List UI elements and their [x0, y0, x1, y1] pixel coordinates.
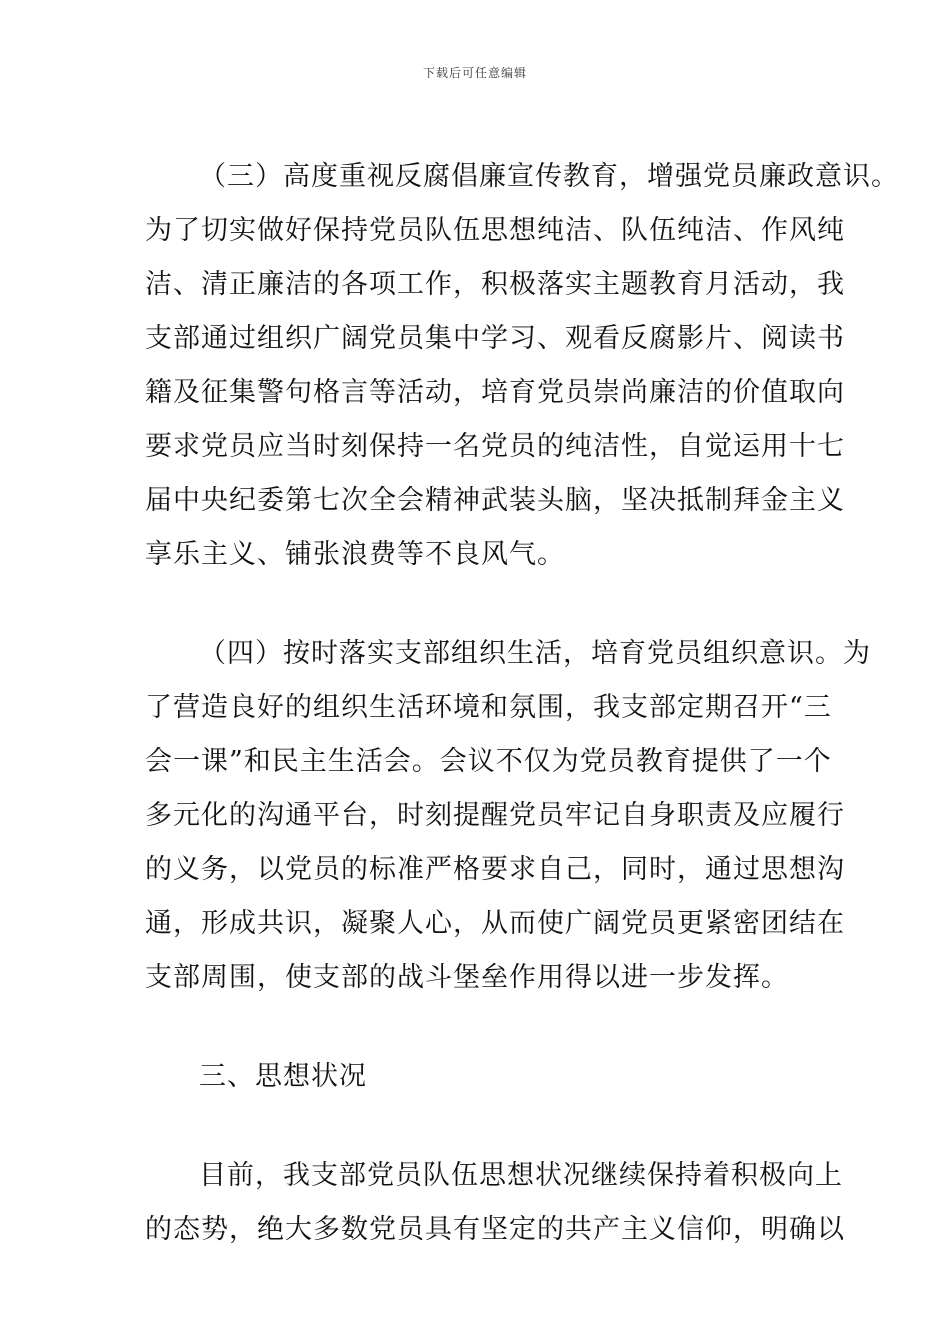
paragraph-line: 的义务，以党员的标准严格要求自己，同时，通过思想沟: [145, 854, 845, 885]
paragraph-spacer: [145, 1005, 815, 1050]
paragraph-line: （四）按时落实支部组织生活，培育党员组织意识。为: [199, 638, 871, 669]
paragraph-line: 目前，我支部党员队伍思想状况继续保持着积极向上: [199, 1160, 843, 1191]
paragraph-line: 支部周围，使支部的战斗堡垒作用得以进一步发挥。: [145, 962, 789, 993]
paragraph-line: 多元化的沟通平台，时刻提醒党员牢记自身职责及应履行: [145, 800, 845, 831]
paragraph-section-four-organization: [145, 627, 871, 1005]
paragraph-line: 为了切实做好保持党员队伍思想纯洁、队伍纯洁、作风纯: [145, 215, 845, 246]
page-header-note: 下载后可任意编辑: [422, 66, 527, 80]
document-body: [145, 150, 899, 1257]
paragraph-section-three-anticorruption: [145, 150, 899, 582]
paragraph-line: 的态势，绝大多数党员具有坚定的共产主义信仰，明确以: [145, 1214, 845, 1245]
paragraph-line: 支部通过组织广阔党员集中学习、观看反腐影片、阅读书: [145, 323, 845, 354]
paragraph-line: 了营造良好的组织生活环境和氛围，我支部定期召开“三: [145, 692, 832, 723]
paragraph-spacer: [145, 1104, 815, 1149]
paragraph-line: 要求党员应当时刻保持一名党员的纯洁性，自觉运用十七: [145, 431, 845, 462]
paragraph-spacer: [145, 582, 815, 627]
paragraph-line: （三）高度重视反腐倡廉宣传教育，增强党员廉政意识。: [199, 161, 899, 192]
paragraph-line: 届中央纪委第七次全会精神武装头脑，坚决抵制拜金主义: [145, 485, 845, 516]
paragraph-line: 会一课”和民主生活会。会议不仅为党员教育提供了一个: [145, 746, 832, 777]
paragraph-line: 洁、清正廉洁的各项工作，积极落实主题教育月活动，我: [145, 269, 845, 300]
paragraph-line: 享乐主义、铺张浪费等不良风气。: [145, 539, 565, 570]
paragraph-line: 通，形成共识，凝聚人心，从而使广阔党员更紧密团结在: [145, 908, 845, 939]
paragraph-line: 籍及征集警句格言等活动，培育党员崇尚廉洁的价值取向: [145, 377, 845, 408]
section-heading: 三、思想状况: [199, 1061, 367, 1092]
section-heading-thought-status: [145, 1050, 815, 1104]
paragraph-thought-status: [145, 1149, 845, 1257]
